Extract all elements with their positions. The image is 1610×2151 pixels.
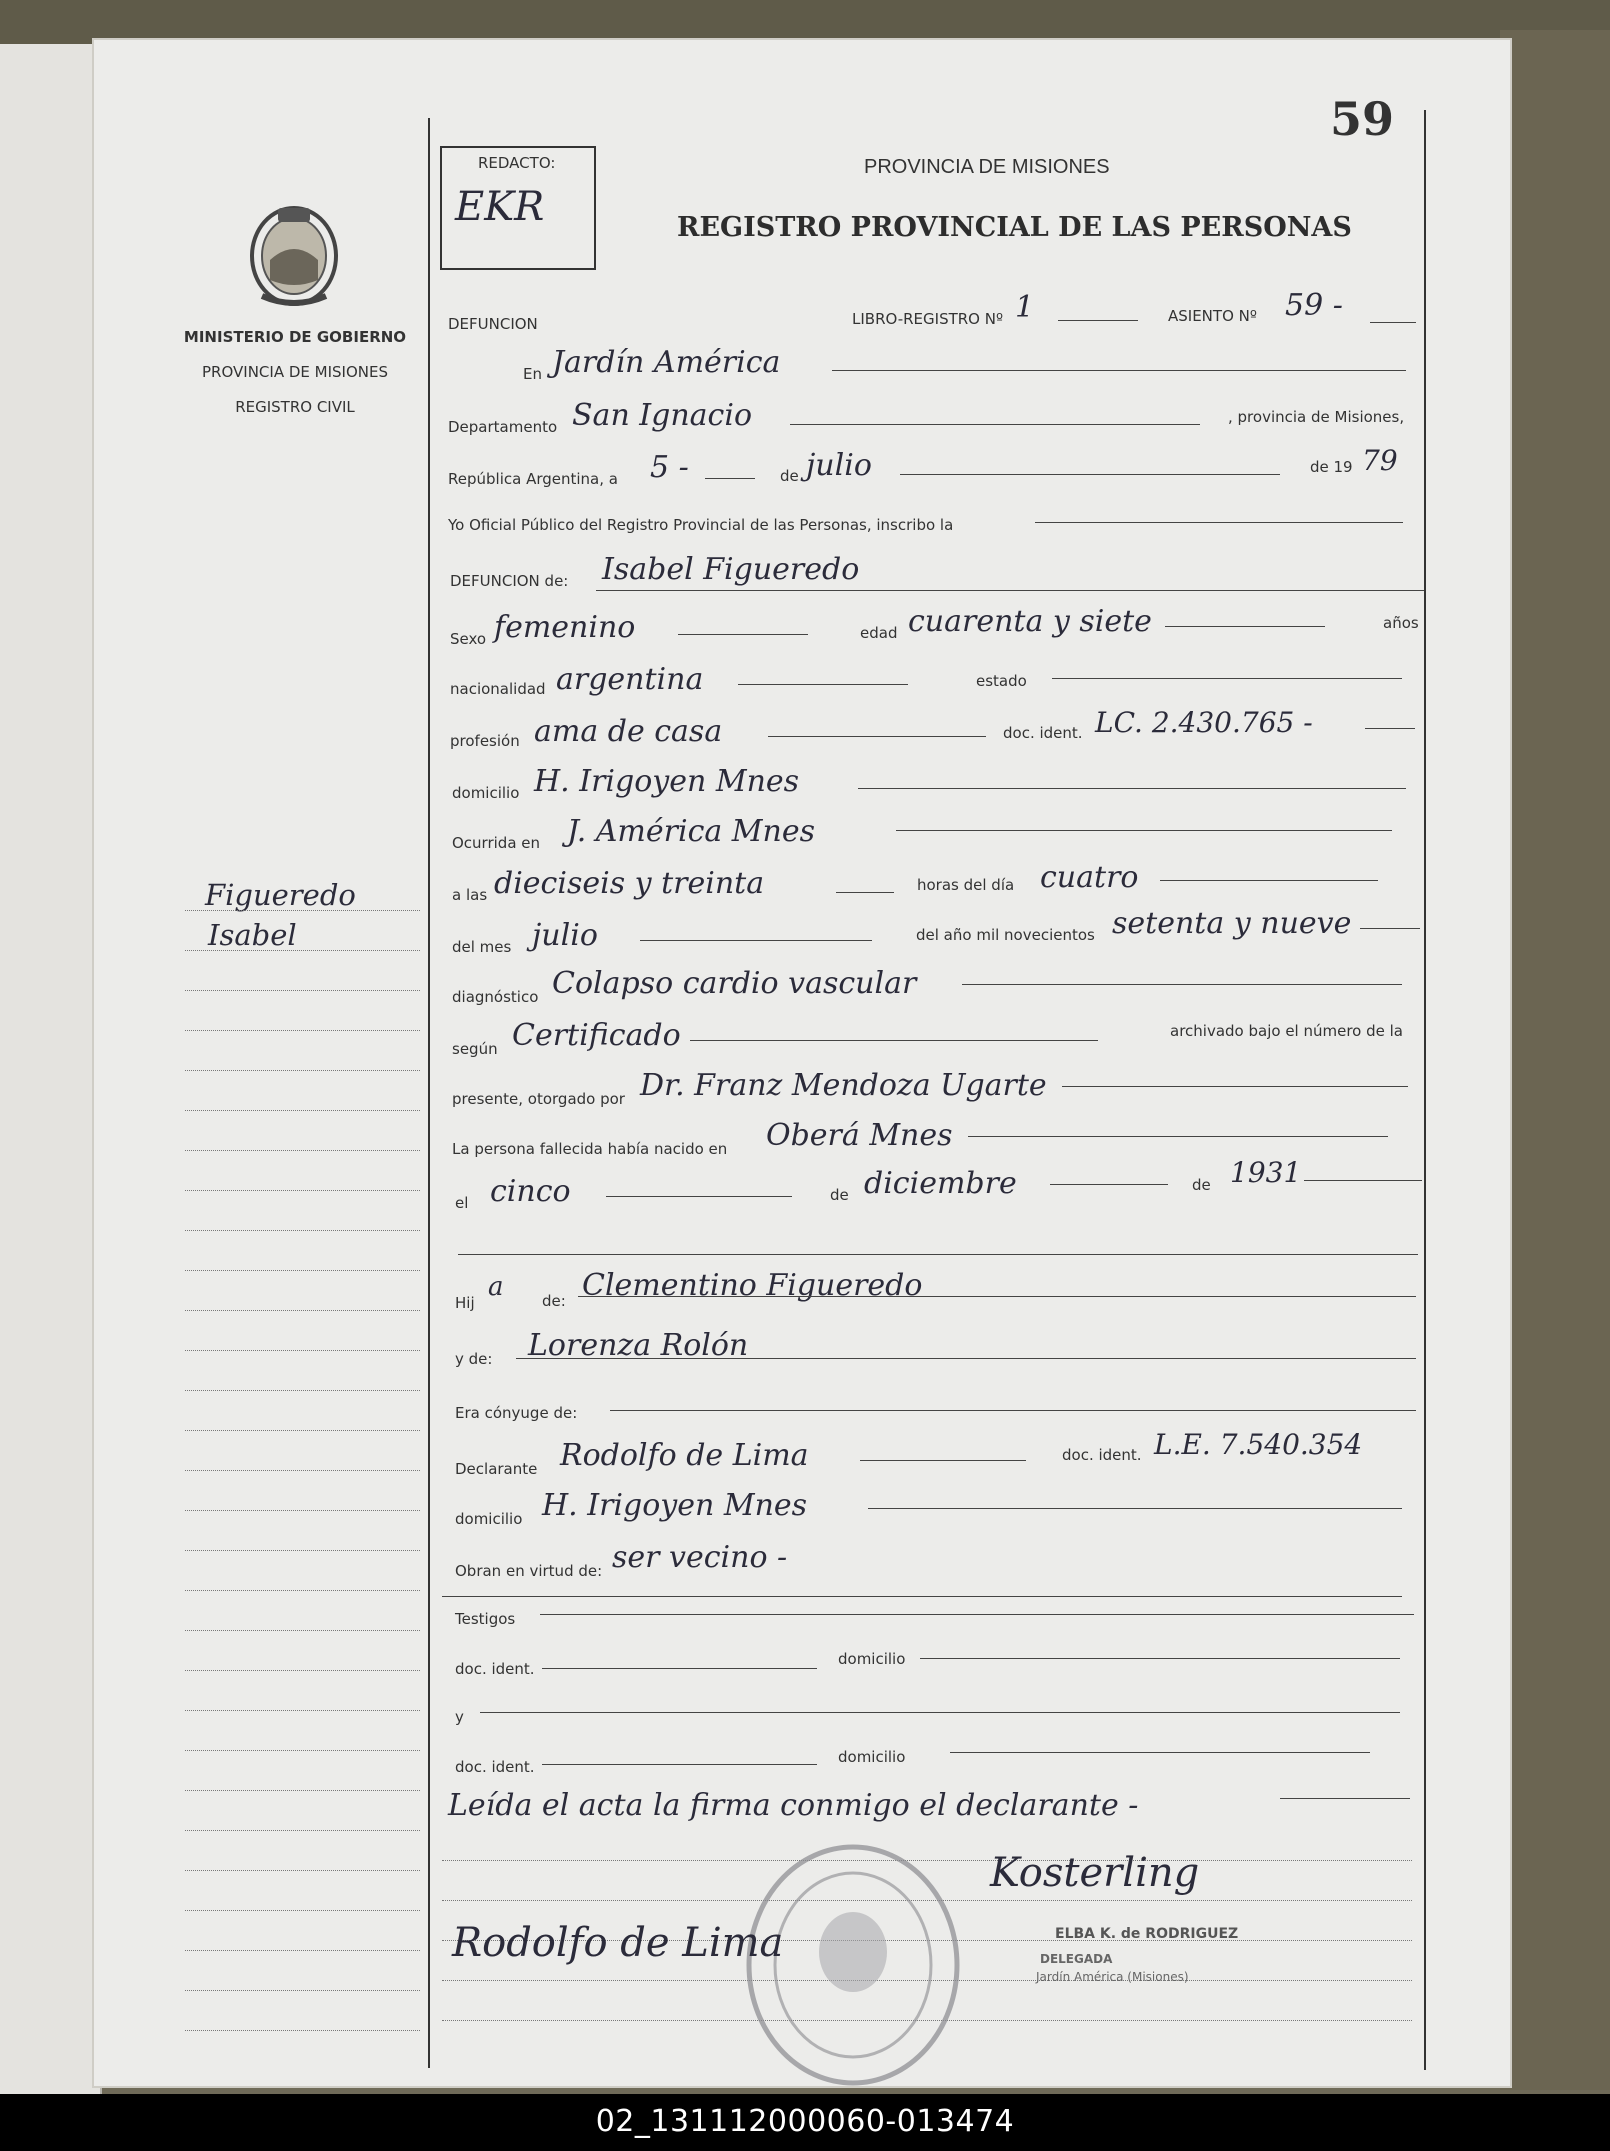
el-value: cinco xyxy=(490,1174,571,1209)
oficial-line xyxy=(1035,522,1403,523)
margin-line xyxy=(185,1470,420,1471)
birth-year-line xyxy=(1304,1180,1422,1181)
asiento-label: ASIENTO Nº xyxy=(1168,307,1257,325)
margin-line xyxy=(185,1230,420,1231)
segun-value: Certificado xyxy=(512,1018,681,1053)
profesion-line xyxy=(768,736,986,737)
margin-line xyxy=(185,1670,420,1671)
declarante-label: Declarante xyxy=(455,1460,538,1478)
presente-label: presente, otorgado por xyxy=(452,1090,625,1108)
margin-line xyxy=(185,1950,420,1951)
official-place: Jardín América (Misiones) xyxy=(1036,1970,1189,1984)
margin-line xyxy=(185,950,420,951)
day-line xyxy=(705,478,755,479)
file-id-bar xyxy=(0,2094,1610,2151)
edad-value: cuarenta y siete xyxy=(908,604,1152,639)
nacido-line xyxy=(968,1136,1388,1137)
hij-label: Hij xyxy=(455,1294,475,1312)
margin-line xyxy=(185,1190,420,1191)
ocurrida-value: J. América Mnes xyxy=(567,814,815,849)
birth-month-value: diciembre xyxy=(864,1166,1017,1201)
margin-line xyxy=(185,1710,420,1711)
en-label: En xyxy=(523,365,542,383)
registry-label: REGISTRO CIVIL xyxy=(235,398,355,416)
diagnostico-value: Colapso cardio vascular xyxy=(552,966,917,1001)
asiento-line xyxy=(1370,322,1416,323)
en-value: Jardín América xyxy=(552,345,781,380)
birth-year-value: 1931 xyxy=(1230,1156,1302,1189)
margin-line xyxy=(185,1350,420,1351)
doc-ident4-label: doc. ident. xyxy=(455,1758,535,1776)
libro-value: 1 xyxy=(1015,290,1035,325)
page-number: 59 xyxy=(1330,92,1395,146)
birth-month-line xyxy=(1050,1184,1168,1185)
margin-line xyxy=(185,1390,420,1391)
margin-line xyxy=(185,1830,420,1831)
province-emblem-icon xyxy=(244,198,344,308)
redacto-label: REDACTO: xyxy=(478,154,556,172)
declarante-line xyxy=(860,1460,1026,1461)
doc-ident-label: doc. ident. xyxy=(1003,724,1083,742)
diagnostico-label: diagnóstico xyxy=(452,988,539,1006)
diagnostico-line xyxy=(962,984,1402,985)
official-name: ELBA K. de RODRIGUEZ xyxy=(1055,1926,1239,1942)
defuncion-de-label: DEFUNCION de: xyxy=(450,572,569,590)
presente-value: Dr. Franz Mendoza Ugarte xyxy=(640,1068,1047,1103)
domicilio-line xyxy=(858,788,1406,789)
estado-line xyxy=(1052,678,1402,679)
margin-line xyxy=(185,910,420,911)
hij-de-label: de: xyxy=(542,1292,566,1310)
doc-ident4-line xyxy=(542,1764,817,1765)
y-de-label: y de: xyxy=(455,1350,493,1368)
sexo-line xyxy=(678,634,808,635)
domicilio3-label: domicilio xyxy=(838,1650,906,1668)
obran-label: Obran en virtud de: xyxy=(455,1562,603,1580)
libro-line xyxy=(1058,320,1138,321)
presente-line xyxy=(1062,1086,1408,1087)
domicilio2-label: domicilio xyxy=(455,1510,523,1528)
horas-label: horas del día xyxy=(917,876,1015,894)
margin-line xyxy=(185,1430,420,1431)
oficial-text: Yo Oficial Público del Registro Provincial de las Personas, inscribo la xyxy=(448,516,954,534)
libro-label: LIBRO-REGISTRO Nº xyxy=(852,310,1004,328)
segun-line xyxy=(690,1040,1098,1041)
defuncion-line xyxy=(596,590,1424,591)
margin-surname: Figueredo xyxy=(205,878,356,912)
republica-label: República Argentina, a xyxy=(448,470,618,488)
testigos-label: Testigos xyxy=(455,1610,516,1628)
margin-line xyxy=(185,1750,420,1751)
frame-right-line xyxy=(1424,110,1426,2070)
margin-line xyxy=(185,1150,420,1151)
margin-line xyxy=(185,1630,420,1631)
archivado-label: archivado bajo el número de la xyxy=(1170,1022,1403,1040)
padre-value: Clementino Figueredo xyxy=(582,1268,923,1303)
anio-line xyxy=(1360,928,1420,929)
margin-line xyxy=(185,1990,420,1991)
official-signature: Kosterling xyxy=(990,1850,1200,1896)
doc-ident2-value: L.E. 7.540.354 xyxy=(1154,1428,1363,1461)
hij-value: a xyxy=(488,1272,504,1302)
profesion-label: profesión xyxy=(450,732,520,750)
month-line xyxy=(900,474,1280,475)
domicilio4-label: domicilio xyxy=(838,1748,906,1766)
a-las-label: a las xyxy=(452,886,488,904)
ocurrida-label: Ocurrida en xyxy=(452,834,541,852)
nacido-value: Oberá Mnes xyxy=(766,1118,953,1153)
doc-ident3-line xyxy=(542,1668,817,1669)
conyuge-line xyxy=(610,1410,1416,1411)
nacionalidad-label: nacionalidad xyxy=(450,680,546,698)
header-province: PROVINCIA DE MISIONES xyxy=(864,156,1110,178)
departamento-line xyxy=(790,424,1200,425)
obran-line xyxy=(442,1596,1402,1597)
domicilio-value: H. Irigoyen Mnes xyxy=(534,764,800,799)
edad-label: edad xyxy=(860,624,898,642)
mes-value: julio xyxy=(532,918,598,953)
doc-ident-value: LC. 2.430.765 - xyxy=(1095,706,1313,739)
domicilio4-line xyxy=(950,1752,1370,1753)
mes-label: del mes xyxy=(452,938,512,956)
madre-value: Lorenza Rolón xyxy=(528,1328,749,1363)
margin-line xyxy=(185,2030,420,2031)
sexo-label: Sexo xyxy=(450,630,487,648)
page-title: REGISTRO PROVINCIAL DE LAS PERSONAS xyxy=(677,212,1352,243)
testigos-line xyxy=(540,1614,1414,1615)
madre-line xyxy=(516,1358,1416,1359)
left-facing-page xyxy=(0,44,102,2094)
official-title: DELEGADA xyxy=(1040,1952,1113,1966)
blank-line-1 xyxy=(458,1254,1418,1255)
province-label: PROVINCIA DE MISIONES xyxy=(202,363,388,381)
declarante-value: Rodolfo de Lima xyxy=(560,1438,809,1473)
a-las-line xyxy=(836,892,894,893)
y-line xyxy=(480,1712,1400,1713)
ministry-label: MINISTERIO DE GOBIERNO xyxy=(183,328,407,346)
el-label: el xyxy=(455,1194,469,1212)
segun-label: según xyxy=(452,1040,498,1058)
padre-line xyxy=(578,1296,1416,1297)
departamento-value: San Ignacio xyxy=(572,398,753,433)
anio-label: del año mil novecientos xyxy=(916,926,1095,944)
nacido-label: La persona fallecida había nacido en xyxy=(452,1140,728,1158)
margin-line xyxy=(185,1870,420,1871)
conyuge-label: Era cónyuge de: xyxy=(455,1404,578,1422)
domicilio3-line xyxy=(920,1658,1400,1659)
edad-line xyxy=(1165,626,1325,627)
a-las-value: dieciseis y treinta xyxy=(494,866,765,901)
file-id: 02_131112000060-013474 xyxy=(595,2104,1015,2139)
estado-label: estado xyxy=(976,672,1027,690)
margin-line xyxy=(185,1550,420,1551)
nacionalidad-value: argentina xyxy=(556,662,704,697)
profesion-value: ama de casa xyxy=(534,714,723,749)
doc-ident-line xyxy=(1365,728,1415,729)
en-line xyxy=(832,370,1406,371)
horas-line xyxy=(1160,880,1378,881)
margin-line xyxy=(185,1910,420,1911)
doc-ident3-label: doc. ident. xyxy=(455,1660,535,1678)
record-type-label: DEFUNCION xyxy=(448,315,538,333)
declarant-signature: Rodolfo de Lima xyxy=(452,1920,784,1966)
domicilio-label: domicilio xyxy=(452,784,520,802)
margin-line xyxy=(185,1070,420,1071)
departamento-label: Departamento xyxy=(448,418,558,436)
day-value: 5 - xyxy=(650,450,689,485)
margin-line xyxy=(185,1590,420,1591)
sexo-value: femenino xyxy=(494,610,636,645)
ocurrida-line xyxy=(896,830,1392,831)
margin-given-name: Isabel xyxy=(208,918,297,952)
provincia-label: , provincia de Misiones, xyxy=(1228,408,1405,426)
margin-line xyxy=(185,1030,420,1031)
doc-ident2-label: doc. ident. xyxy=(1062,1446,1142,1464)
margin-line xyxy=(185,990,420,991)
date-de-label: de xyxy=(780,467,799,485)
horas-value: cuatro xyxy=(1040,860,1139,895)
margin-line xyxy=(185,1790,420,1791)
year-label: de 19 xyxy=(1310,458,1353,476)
frame-left-line xyxy=(428,118,430,2068)
year-value: 79 xyxy=(1362,444,1398,477)
anio-value: setenta y nueve xyxy=(1112,906,1352,941)
month-value: julio xyxy=(806,448,872,483)
de2-label: de xyxy=(830,1186,849,1204)
redacto-initials: EKR xyxy=(455,184,545,230)
defuncion-de-value: Isabel Figueredo xyxy=(602,552,860,587)
margin-line xyxy=(185,1110,420,1111)
obran-value: ser vecino - xyxy=(612,1540,788,1575)
nacionalidad-line xyxy=(738,684,908,685)
margin-line xyxy=(185,1270,420,1271)
domicilio2-line xyxy=(868,1508,1402,1509)
margin-line xyxy=(185,1310,420,1311)
el-line xyxy=(606,1196,792,1197)
y-label: y xyxy=(455,1708,464,1726)
de3-label: de xyxy=(1192,1176,1211,1194)
book-right-edge xyxy=(1500,30,1610,2090)
closing-line xyxy=(1280,1798,1410,1799)
anos-label: años xyxy=(1383,614,1419,632)
closing-statement: Leída el acta la firma conmigo el declarante - xyxy=(448,1788,1139,1823)
margin-line xyxy=(185,1510,420,1511)
asiento-value: 59 - xyxy=(1285,288,1343,323)
domicilio2-value: H. Irigoyen Mnes xyxy=(542,1488,808,1523)
mes-line xyxy=(640,940,872,941)
